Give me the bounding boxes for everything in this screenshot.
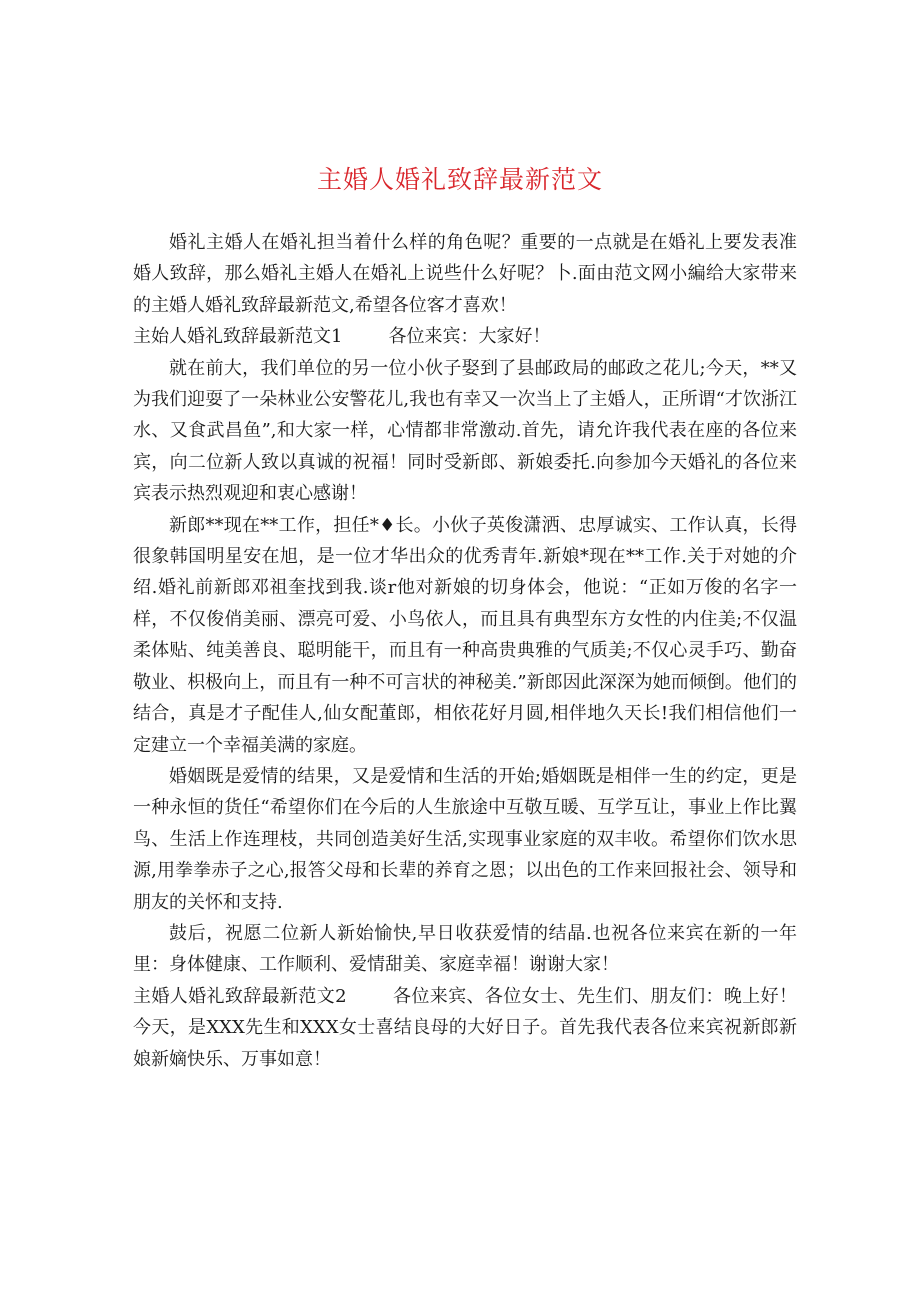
section-2-heading: 主婚人婚礼致辞最新范文2 (133, 985, 347, 1007)
section-1-heading: 主始人婚礼致辞最新范文1 (133, 326, 343, 348)
section-1-greeting: 各位来宾：大家好！ (388, 326, 551, 348)
section-2-text: 各位来宾、各位女士、先生们、朋友们：晚上好！今天，是XXX先生和XXX女士喜结良母的大好日子。首先我代表各位来宾祝新郎新娘新嫡快乐、万事如意！ (133, 985, 798, 1070)
document-body (133, 227, 797, 1075)
section-2-heading-line (133, 981, 797, 1075)
section-1-paragraph: 鼓后，祝愿二位新人新始愉快,早日收获爱情的结晶.也祝各位来宾在新的一年里：身体健康、工作顺利、爱情甜美、家庭幸福！谢谢大家！ (133, 922, 797, 976)
section-1-heading-line (133, 321, 797, 352)
document-title: 主婚人婚礼致辞最新范文 (316, 165, 603, 194)
section-1-paragraph: 就在前大，我们单位的另一位小伙子娶到了县邮政局的邮政之花儿;今天，**又为我们迎耍了一朵林业公安警花儿,我也有幸又一次当上了主婚人，正所谓“才饮浙江水、又食武昌鱼”,和大家一样，心情都非常激动.首先，请允许我代表在座的各位来宾，向二位新人致以真诚的祝福！同时受新郎、新娘委托.向参加今天婚礼的各位来宾表示热烈观迎和衷心感谢！ (133, 357, 797, 505)
intro-paragraph: 婚礼主婚人在婚礼担当着什么样的角色呢？重要的一点就是在婚礼上要发表准婚人致辞，那么婚礼主婚人在婚礼上说些什么好呢？卜.面由范文网小編给大家带来的主婚人婚礼致辞最新范文,希望各位客才喜欢！ (133, 232, 797, 316)
section-1-paragraph: 新郎**现在**工作，担任*♦长。小伙子英俊潇洒、忠厚诚实、工作认真，长得很象韩国明星安在旭，是一位才华出众的优秀青年.新娘*现在**工作.关于对她的介绍.婚礼前新郎邓祖奎找到我.谈r他对新娘的切身体会，他说：“正如万俊的名字一样，不仅俊俏美丽、漂亮可爱、小鸟依人，而且具有典型东方女性的内住美;不仅温柔体贴、纯美善良、聪明能干，而且有一种高贵典雅的气质美;不仅心灵手巧、勤奋敬业、枳极向上，而且有一种不可言状的神秘美.”新郎因此深深为她而倾倒。他们的结合，真是才子配佳人,仙女配董郎，相依花好月圆,相伴地久天长!我们相信他们一定建立一个幸福美满的家庭。 (133, 514, 797, 756)
section-1-paragraph: 婚姻既是爱情的结果，又是爱情和生活的开始;婚姻既是相伴一生的约定，更是一种永恒的货任“希望你们在今后的人生旅途中互敬互暖、互学互让，事业上作比翼鸟、生活上作连理枝，共同创造美好生活,实现事业家庭的双丰收。希望你们饮水思源,用拳拳赤子之心,报答父母和长辈的养育之恩；以出色的工作来回报社会、领导和朋友的关怀和支持. (133, 765, 797, 913)
